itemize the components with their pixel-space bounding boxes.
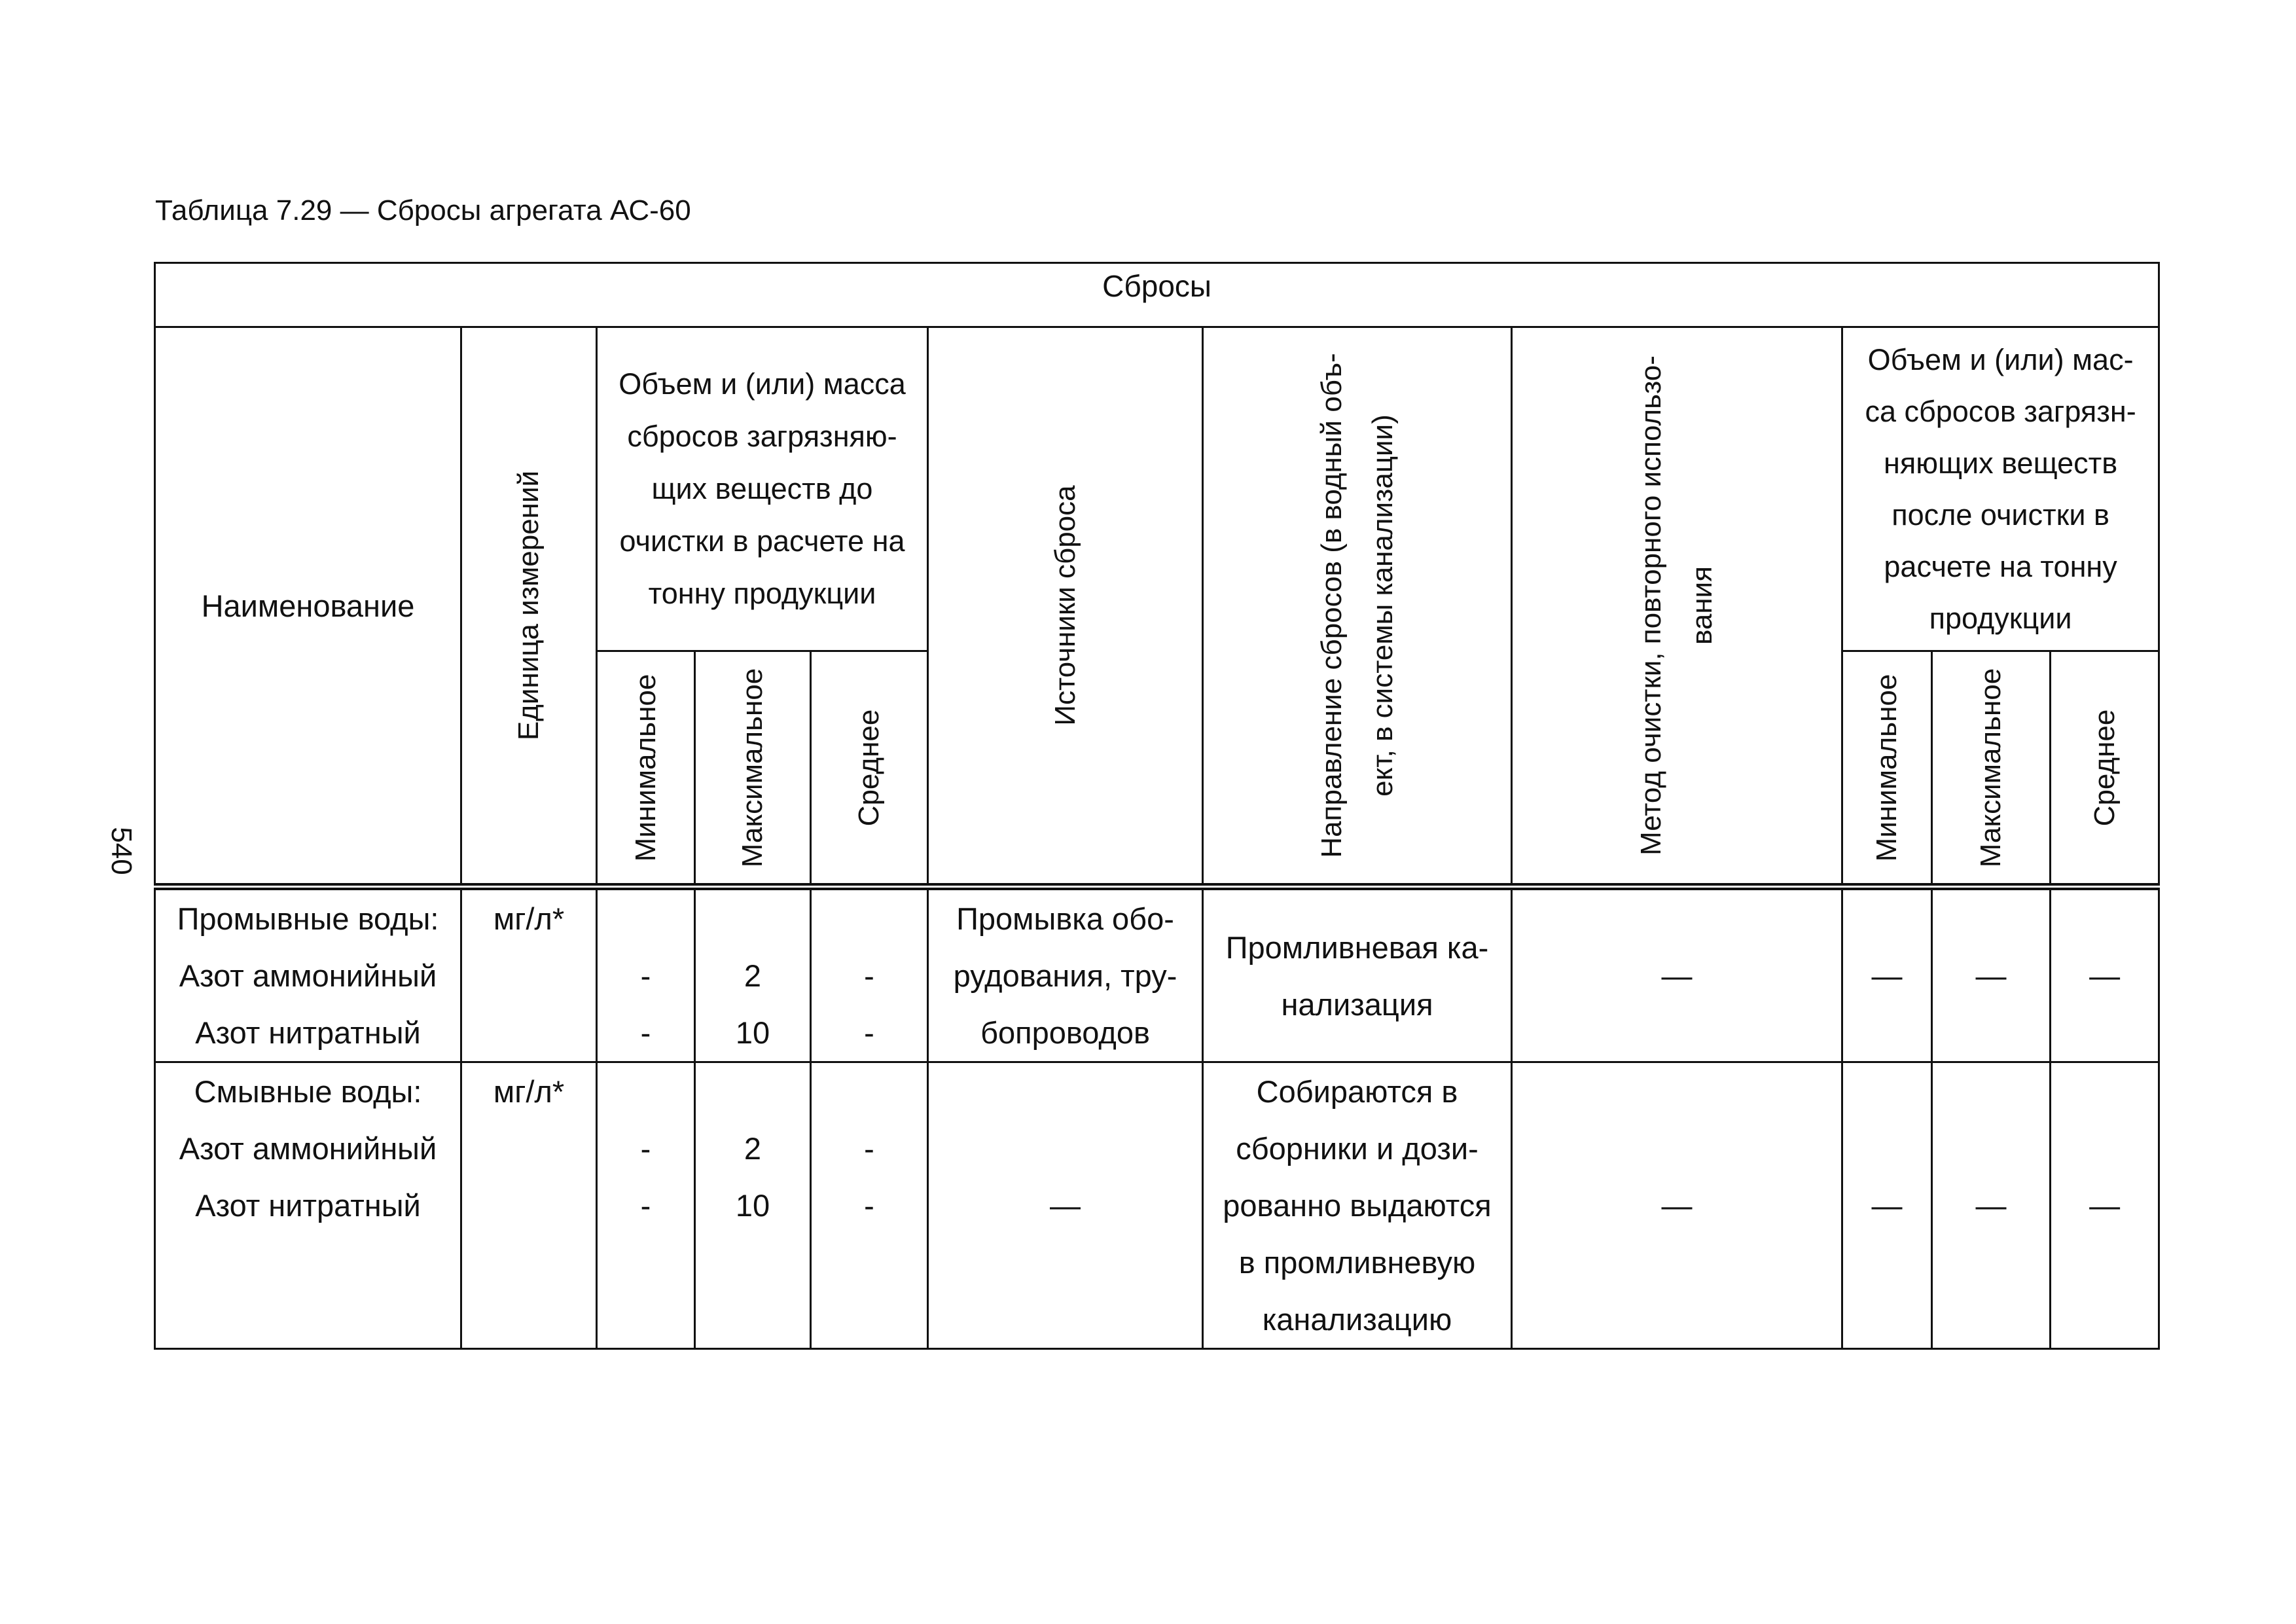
row-before-avg: - - bbox=[811, 1062, 928, 1349]
row-source: Промывка обо- рудования, тру- бопроводов bbox=[928, 887, 1203, 1062]
row-direction: Промливневая ка- нализация bbox=[1203, 887, 1512, 1062]
header-source: Источники сброса bbox=[928, 327, 1203, 887]
header-after-min: Минимальное bbox=[1842, 651, 1932, 887]
row-after-min: — bbox=[1842, 1062, 1932, 1349]
row-before-max: 2 10 bbox=[695, 1062, 811, 1349]
row-after-max: — bbox=[1932, 887, 2051, 1062]
row-after-max: — bbox=[1932, 1062, 2051, 1349]
header-before-min: Минимальное bbox=[597, 651, 695, 887]
row-source: — bbox=[928, 1062, 1203, 1349]
header-after-avg: Среднее bbox=[2051, 651, 2159, 887]
header-before-avg: Среднее bbox=[811, 651, 928, 887]
header-direction: Направление сбросов (в водный объ- ект, в системы канализации) bbox=[1203, 327, 1512, 887]
row-after-min: — bbox=[1842, 887, 1932, 1062]
header-after-cleaning: Объем и (или) мас- са сбросов загрязн- няющих веществ после очистки в расчете на тонну продукции bbox=[1842, 327, 2159, 651]
header-unit: Единица измерений bbox=[461, 327, 597, 887]
header-discharges: Сбросы bbox=[155, 263, 2159, 327]
row-method: — bbox=[1512, 1062, 1842, 1349]
header-name: Наименование bbox=[155, 327, 461, 887]
header-after-max: Максимальное bbox=[1932, 651, 2051, 887]
row-unit: мг/л* bbox=[461, 1062, 597, 1349]
row-direction: Собираются в сборники и дози- рованно выдаются в промливневую канализацию bbox=[1203, 1062, 1512, 1349]
row-unit: мг/л* bbox=[461, 887, 597, 1062]
row-after-avg: — bbox=[2051, 1062, 2159, 1349]
header-method: Метод очистки, повторного использо- вания bbox=[1512, 327, 1842, 887]
row-before-avg: - - bbox=[811, 887, 928, 1062]
table-caption: Таблица 7.29 — Сбросы агрегата АС-60 bbox=[155, 194, 691, 226]
header-before-max: Максимальное bbox=[695, 651, 811, 887]
row-after-avg: — bbox=[2051, 887, 2159, 1062]
row-name: Смывные воды: Азот аммонийный Азот нитратный bbox=[155, 1062, 461, 1349]
row-name: Промывные воды: Азот аммонийный Азот нитратный bbox=[155, 887, 461, 1062]
table-row bbox=[155, 887, 2159, 1062]
header-before-cleaning: Объем и (или) масса сбросов загрязняю- щих веществ до очистки в расчете на тонну продукции bbox=[597, 327, 928, 651]
row-before-min: - - bbox=[597, 1062, 695, 1349]
row-method: — bbox=[1512, 887, 1842, 1062]
row-before-max: 2 10 bbox=[695, 887, 811, 1062]
discharge-table bbox=[154, 262, 2160, 1350]
row-before-min: - - bbox=[597, 887, 695, 1062]
table-row bbox=[155, 1062, 2159, 1349]
page-number: 540 bbox=[105, 827, 137, 875]
